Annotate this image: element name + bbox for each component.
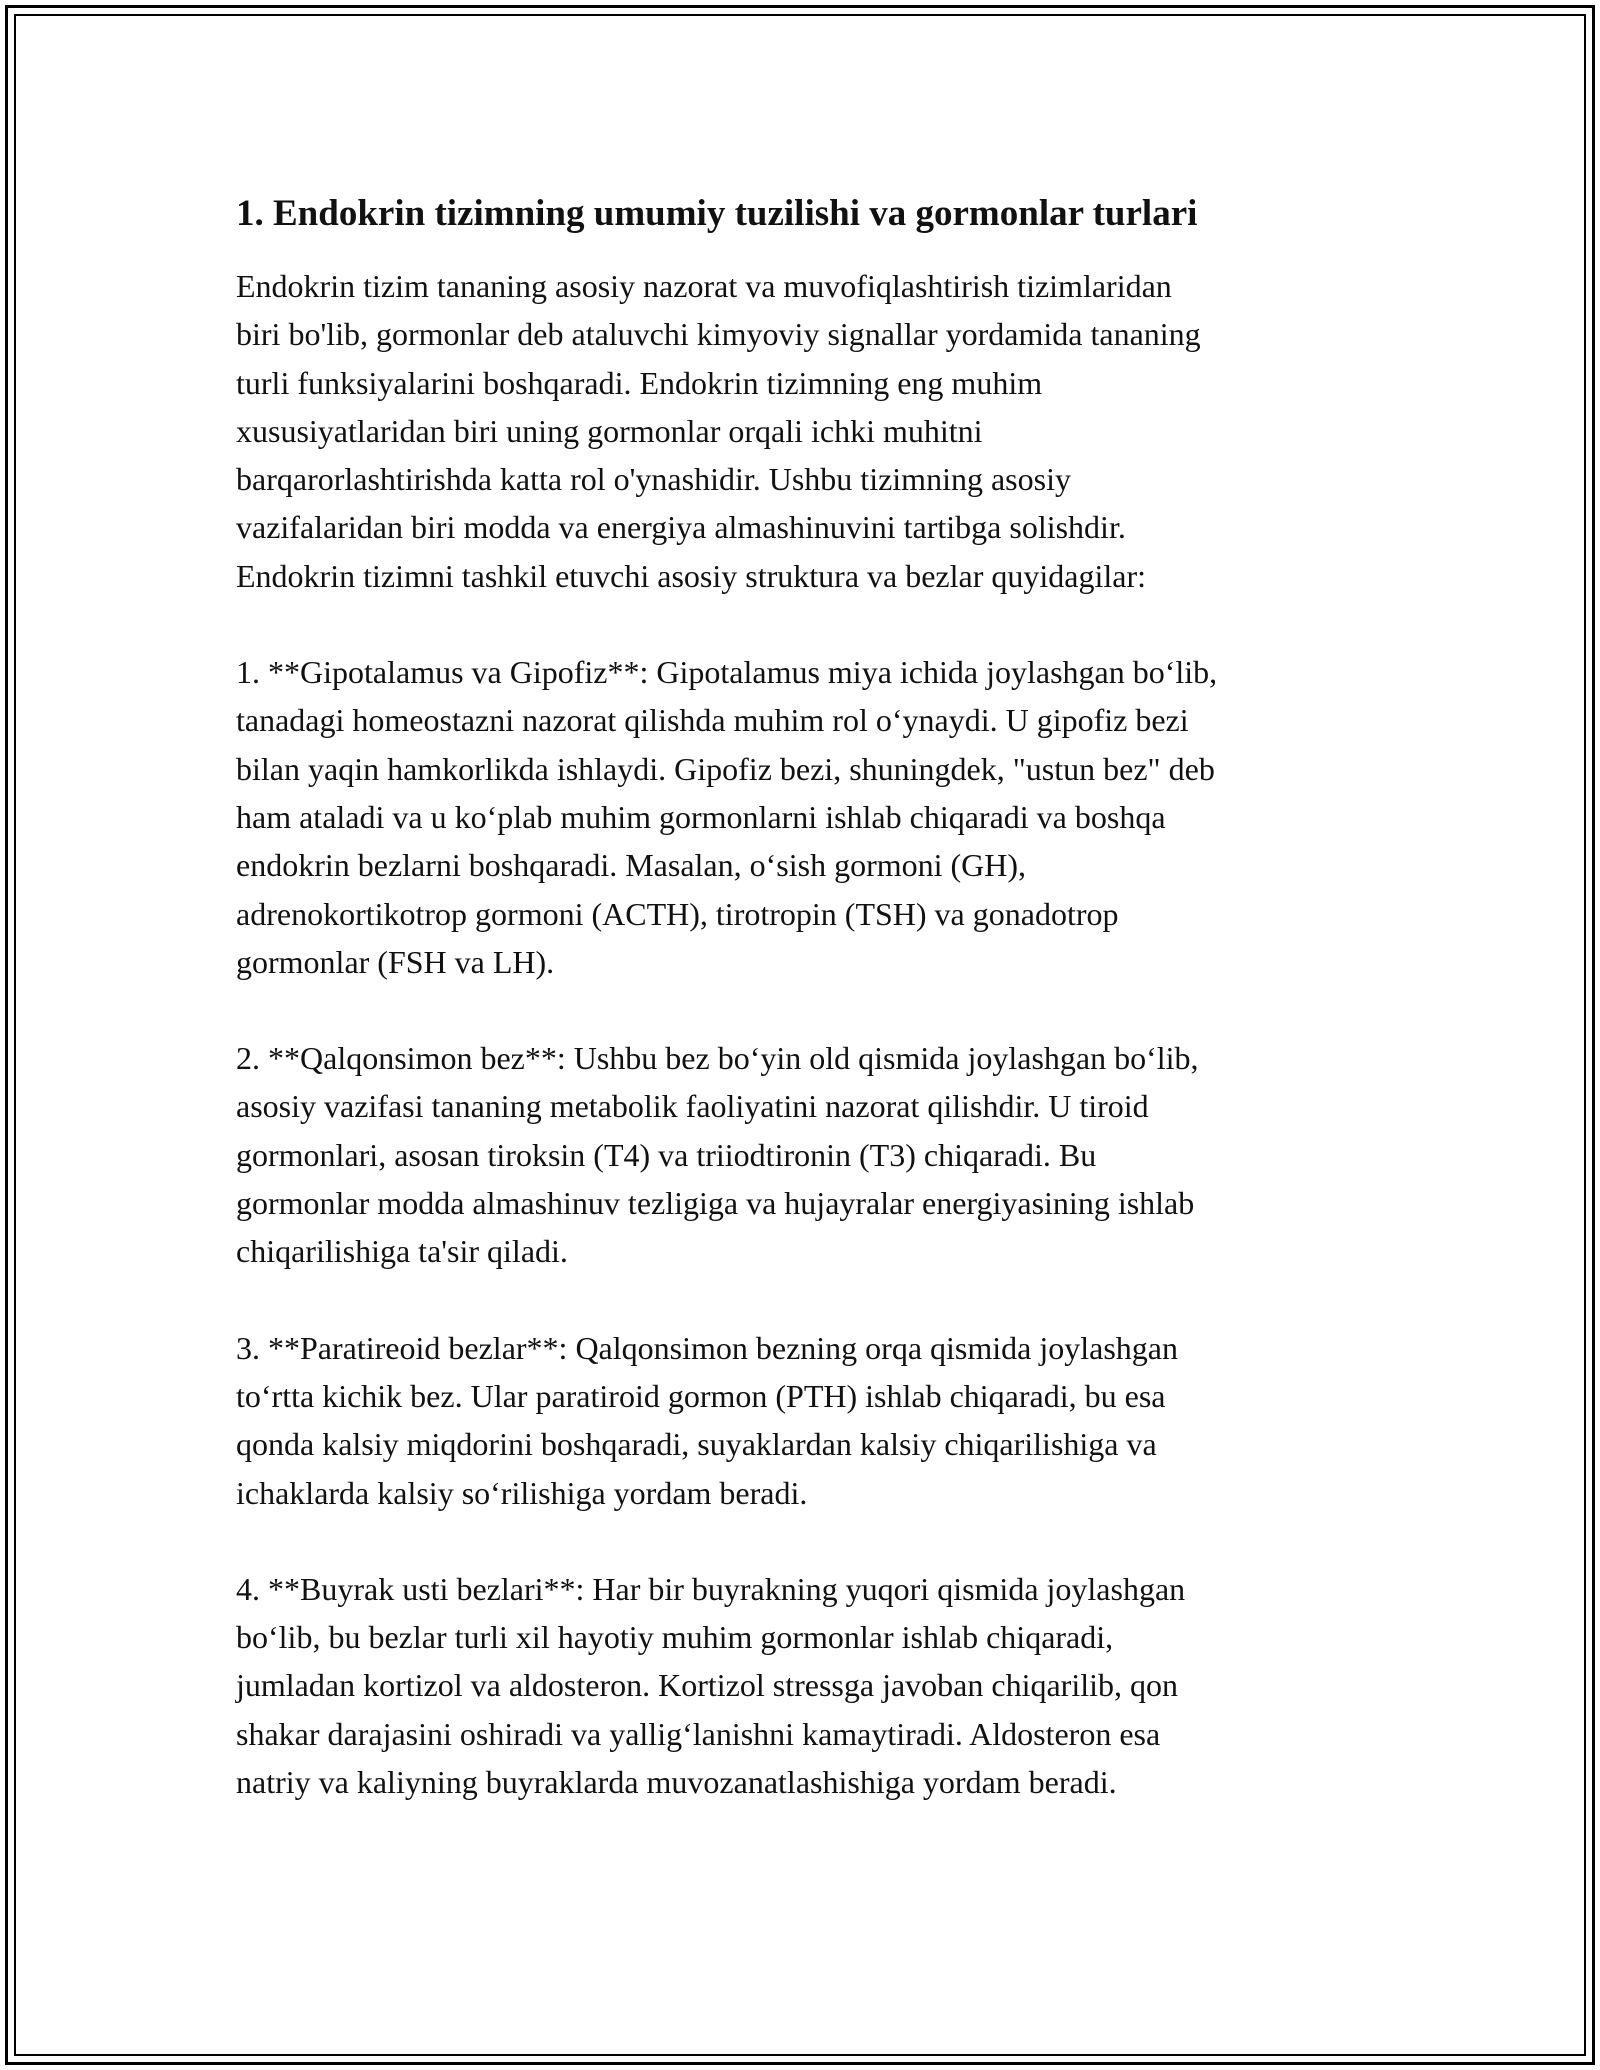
paragraph-intro [236, 262, 1366, 600]
text-line: Endokrin tizimni tashkil etuvchi asosiy struktura va bezlar quyidagilar: [236, 557, 1146, 594]
text-line: gormonlar modda almashinuv tezligiga va hujayralar energiyasining ishlab [236, 1185, 1195, 1222]
text-line: asosiy vazifasi tananing metabolik faoliyatini nazorat qilishdir. U tiroid [236, 1088, 1149, 1125]
text-line: jumladan kortizol va aldosteron. Kortizol stressga javoban chiqarilib, qon [236, 1667, 1178, 1704]
text-line: bilan yaqin hamkorlikda ishlaydi. Gipofiz bezi, shuningdek, "ustun bez" deb [236, 750, 1215, 787]
text-line: to‘rtta kichik bez. Ular paratiroid gormon (PTH) ishlab chiqaradi, bu esa [236, 1377, 1166, 1414]
text-line: ham ataladi va u ko‘plab muhim gormonlarni ishlab chiqaradi va boshqa [236, 798, 1166, 835]
text-line: 1. **Gipotalamus va Gipofiz**: Gipotalamus miya ichida joylashgan bo‘lib, [236, 654, 1218, 691]
paragraph-qalqonsimon-bez [236, 1034, 1366, 1275]
text-line: adrenokortikotrop gormoni (ACTH), tirotropin (TSH) va gonadotrop [236, 895, 1119, 932]
text-line: turli funksiyalarini boshqaradi. Endokrin tizimning eng muhim [236, 364, 1043, 401]
text-line: 4. **Buyrak usti bezlari**: Har bir buyrakning yuqori qismida joylashgan [236, 1570, 1186, 1607]
text-line: biri bo'lib, gormonlar deb ataluvchi kimyoviy signallar yordamida tananing [236, 316, 1201, 353]
text-line: gormonlari, asosan tiroksin (T4) va triiodtironin (T3) chiqaradi. Bu [236, 1136, 1097, 1173]
text-line: natriy va kaliyning buyraklarda muvozanatlashishiga yordam beradi. [236, 1764, 1117, 1801]
text-line: endokrin bezlarni boshqaradi. Masalan, o‘sish gormoni (GH), [236, 847, 1027, 884]
text-line: 3. **Paratireoid bezlar**: Qalqonsimon bezning orqa qismida joylashgan [236, 1329, 1178, 1366]
text-line: tanadagi homeostazni nazorat qilishda muhim rol o‘ynaydi. U gipofiz bezi [236, 702, 1189, 739]
text-line: xususiyatlaridan biri uning gormonlar orqali ichki muhitni [236, 412, 983, 449]
text-line: Endokrin tizim tananing asosiy nazorat va muvofiqlashtirish tizimlaridan [236, 268, 1172, 304]
section-title: 1. Endokrin tizimning umumiy tuzilishi va gormonlar turlari [236, 193, 1198, 234]
text-line: ichaklarda kalsiy so‘rilishiga yordam beradi. [236, 1474, 808, 1511]
text-line: gormonlar (FSH va LH). [236, 943, 555, 980]
paragraph-gipotalamus-gipofiz [236, 648, 1366, 986]
text-line: bo‘lib, bu bezlar turli xil hayotiy muhim gormonlar ishlab chiqaradi, [236, 1619, 1114, 1656]
text-line: shakar darajasini oshiradi va yallig‘lanishni kamaytiradi. Aldosteron esa [236, 1715, 1161, 1752]
text-line: qonda kalsiy miqdorini boshqaradi, suyaklardan kalsiy chiqarilishiga va [236, 1426, 1157, 1463]
text-line: vazifalaridan biri modda va energiya almashinuvini tartibga solishdir. [236, 509, 1126, 546]
document-body [236, 188, 1366, 1806]
paragraph-buyrak-usti-bezlari [236, 1565, 1366, 1806]
text-line: 2. **Qalqonsimon bez**: Ushbu bez bo‘yin old qismida joylashgan bo‘lib, [236, 1040, 1199, 1077]
text-line: barqarorlashtirishda katta rol o'ynashidir. Ushbu tizimning asosiy [236, 461, 1071, 498]
paragraph-paratireoid-bezlar [236, 1324, 1366, 1517]
text-line: chiqarilishiga ta'sir qiladi. [236, 1233, 568, 1270]
